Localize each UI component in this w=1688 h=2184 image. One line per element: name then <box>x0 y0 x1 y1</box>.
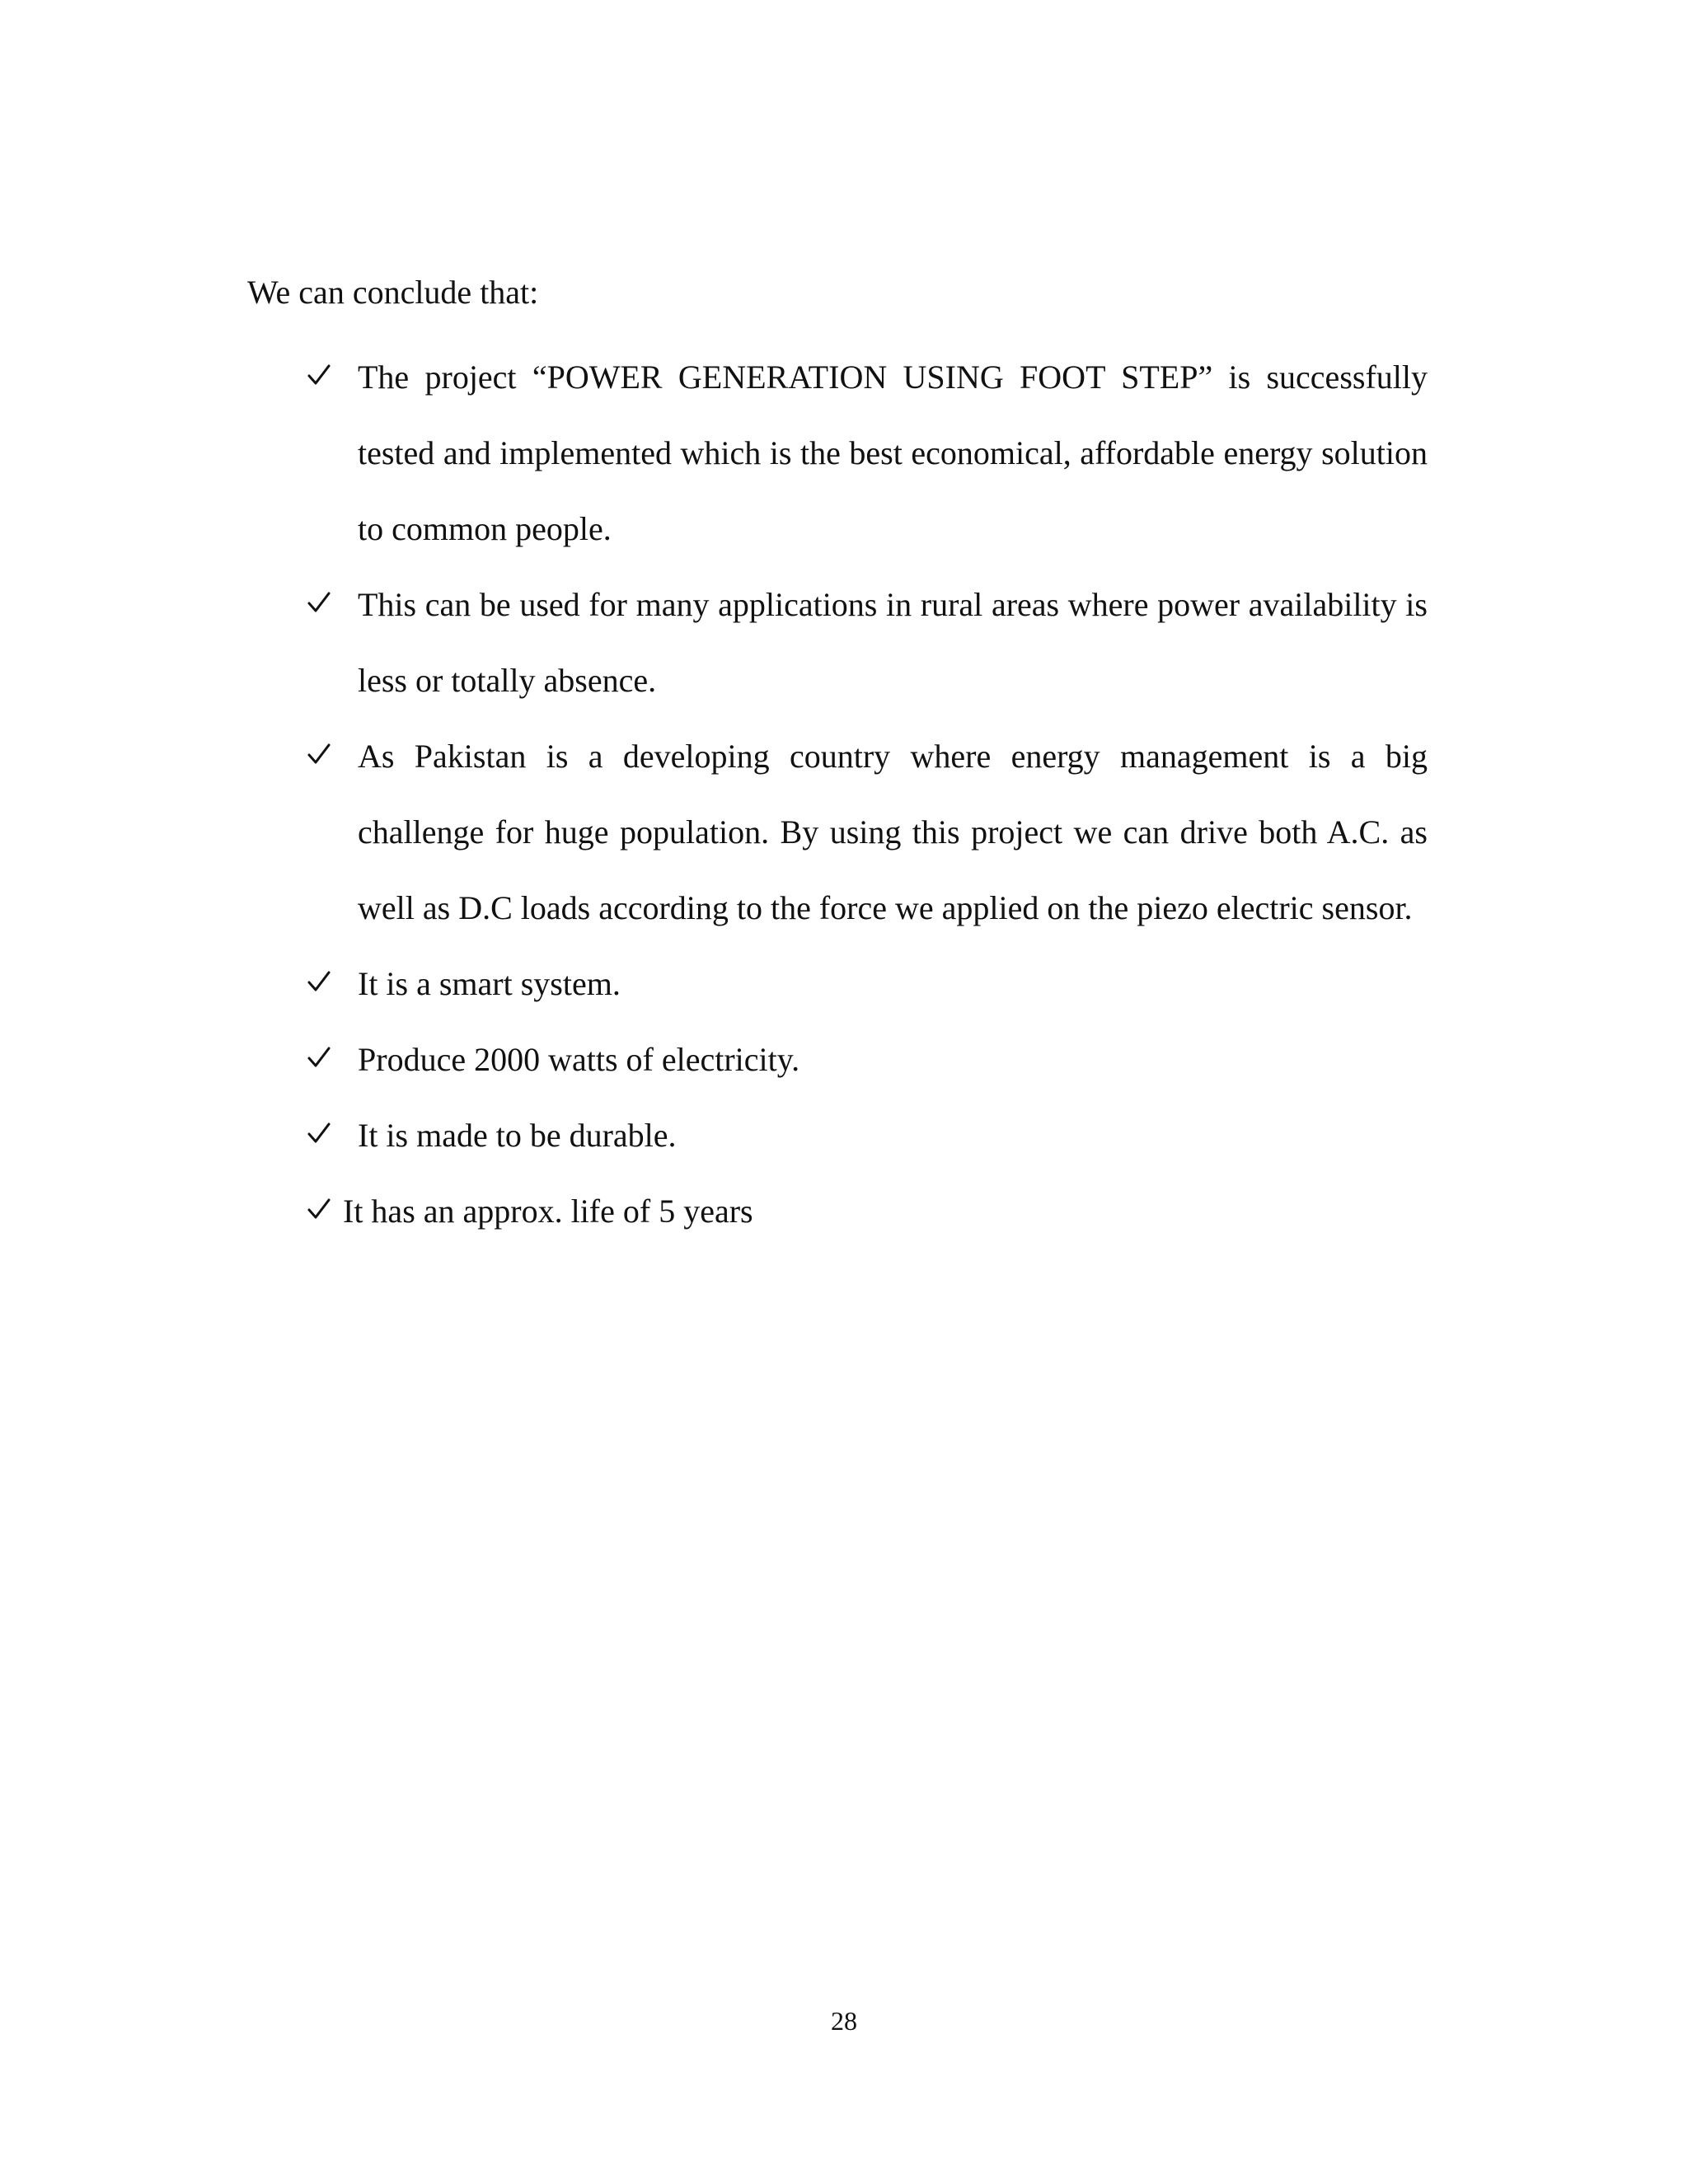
checkmark-icon <box>307 567 340 643</box>
list-item-text: This can be used for many applications in rural areas where power availability is less or totally absence. <box>358 586 1428 699</box>
page-number: 28 <box>831 2006 857 2036</box>
list-item-text: It has an approx. life of 5 years <box>343 1193 753 1230</box>
intro-text: We can conclude that: <box>247 274 539 311</box>
list-item <box>307 1098 1428 1174</box>
checkmark-icon <box>307 946 340 1022</box>
checkmark-icon <box>307 719 340 794</box>
list-item <box>307 340 1428 567</box>
list-item-text: Produce 2000 watts of electricity. <box>358 1041 800 1078</box>
conclusion-list <box>307 340 1428 1249</box>
list-item <box>307 1022 1428 1098</box>
checkmark-icon <box>307 1174 340 1249</box>
list-item-text: The project “POWER GENERATION USING FOOT STEP” is successfully tested and implemented which is the best economical, affordable energy solution to common people. <box>358 359 1428 547</box>
list-item <box>307 567 1428 719</box>
list-item <box>307 1174 1428 1249</box>
checkmark-icon <box>307 1022 340 1098</box>
checkmark-icon <box>307 1098 340 1174</box>
checkmark-icon <box>307 340 340 415</box>
list-item <box>307 719 1428 946</box>
list-item-text: As Pakistan is a developing country where energy management is a big challenge for huge population. By using this project we can drive both A.C. as well as D.C loads according to the force we applied on the piezo electric sensor. <box>358 738 1428 926</box>
list-item-text: It is made to be durable. <box>358 1117 677 1154</box>
list-item <box>307 946 1428 1022</box>
list-item-text: It is a smart system. <box>358 965 621 1002</box>
